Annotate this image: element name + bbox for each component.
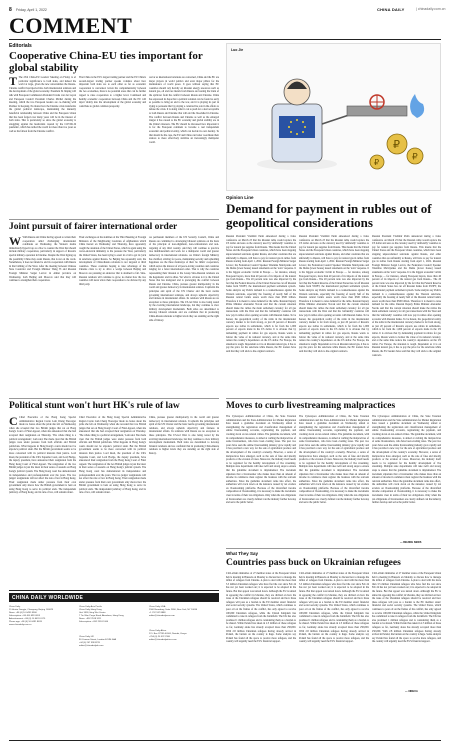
- mid-col1: [226, 415, 296, 545]
- oped-col3: [372, 235, 441, 395]
- column2-headline: Political stunt won't hurt HK's rule of law: [9, 401, 180, 411]
- footer-banner: [9, 593, 219, 602]
- svg-text:₽: ₽: [374, 158, 380, 167]
- cartoon-drawing: [227, 44, 441, 191]
- oped-headline: Demand for payment in rubles out of geopolitical considerations: [226, 201, 432, 230]
- section-title: COMMENT: [9, 13, 133, 38]
- page-number: 8: [9, 7, 12, 13]
- mid-text-cont: The Cyberspace Administration of China, the State Taxation Administration and the State Administration for Market Regulation have issued a guideline document on Wednesday aimed at strengthening the registration and classification management of online livestreaming accounts, regularizing the payment, and cracking down on tax-related crimes. The guideline document, with its comprehensive measures, is aimed at curbing the malpractices of some livestreamers, who have been evading taxes. The past two years have seen the online livestreaming industry grow rapidly and it has provided a new way for the sale of agricultural produce and the development of the country's economy. However, a series of malpractices have emerged, such as the sale of fake and shoddy products or the evasion of taxes. Moreover, the industry itself needs to be regulated for the healthy development of live streaming. Multiple state departments will take swift and strong steps to ensure that the guideline document is implemented. The document stipulates that a livestreamer who makes more than an amount of income in commerce must register the business with the relevant authorities. Since the guideline document came into effect, the authorities will crack down on the nuisance caused by tax evaders on livestreaming platforms. Because of the diversified income composition of livestreaming, it is necessary to make the documents clear in terms of their tax obligations. Only when the tax obligations of livestreamers are clearly defined can the industry further develop and serve the public better.: [299, 415, 369, 505]
- editorial1-text-b: That China is the EU's largest trading partner and the EU China's second-largest trading partner speaks volumes about how important both sides are to each other as far as economic cooperation is concerned. Given the complementarity between the two economies, there is no potential areas that can be further tapped to raise cooperation to a higher level. Continued and healthy economic cooperation between China and the EU will inject vitality into the development of the global economy and contribute to global common prosperity.: [79, 76, 146, 108]
- wts-text: Civil-affairs ministries of 27 member states of the European Union held a meeting in Brussels on Monday to discuss how to manage the influx of refugees from Ukraine. A plan to deal with the more than 3.5 million Ukrainian refugees who have fled the war since Feb 24 has not yet been worked out; it is expected to be adopted in the future. But that appeal was turned down. Although the EU is united in opposing the conflict in Ukraine, they are divided on how the issue of the Ukrainian refugees should be resolved and how these refugees will pass as a burden to the EU member states' financial and social security systems. The United States, which continues to pour oil on the flames of the conflict, has only agreed to receive 100,000 Ukrainian refugees, while the United Kingdom has committed to take in refugees from the battlefield. The UK has also promised 1 million refugees and is considering them as a burden to be shared. While Poland has taken in 2.3 million of these refugees so far, Germany alone has already accepted more than 250,000. With 2.8 million Ukrainian refugees having already arrived in Poland, the burden on the country is huge. Some analysts say Poland has found all the space to receive more refugees, and the country will urgently need the EU's financial support.: [226, 572, 296, 644]
- wts-col3: [372, 572, 441, 690]
- wts-text-cont: Civil-affairs ministries of 27 member states of the European Union held a meeting in Brussels on Monday to discuss how to manage the influx of refugees from Ukraine. A plan to deal with the more than 3.5 million Ukrainian refugees who have fled the war since Feb 24 has not yet been worked out; it is expected to be adopted in the future. But that appeal was turned down. Although the EU is united in opposing the conflict in Ukraine, they are divided on how the issue of the Ukrainian refugees should be resolved and how these refugees will pass as a burden to the EU member states' financial and social security systems. The United States, which continues to pour oil on the flames of the conflict, has only agreed to receive 100,000 Ukrainian refugees, while the United Kingdom has committed to take in refugees from the battlefield. The UK has also promised 1 million refugees and is considering them as a burden to be shared. While Poland has taken in 2.3 million of these refugees so far, Germany alone has already accepted more than 250,000. With 2.8 million Ukrainian refugees having already arrived in Poland, the burden on the country is huge. Some analysts say Poland has found all the space to receive more refugees, and the country will urgently need the EU's financial support.: [299, 572, 369, 644]
- mid-col3: [372, 415, 441, 541]
- editorial2-headline: Joint pursuit of fairer international order: [9, 222, 178, 232]
- dropcap: T: [9, 76, 18, 88]
- cartoonist-name: Luo Jie: [231, 48, 244, 52]
- editorial2-col2: [79, 236, 146, 396]
- footer-brand: CHINA DAILY WORLDWIDE: [12, 594, 84, 601]
- paper-url: | chinadaily.com.cn: [416, 7, 446, 11]
- divider: [226, 548, 441, 549]
- oped-text: Russian President Vladimir Putin announced during a video conference on March 23 that the Russian ruble would replace the US dollar and euro as the currency used by 'unfriendly' countries to pay for natural gas supplies from Russia. This means that the United States and the European Union countries, which have been slapping unprecedented sanctions against Russia, and other countries that are unfriendly to Russia, will have to pay for natural gas in rubles from Russia starting from April 1, 2022. Russian Foreign Minister Sergei Lavrov, the Federation Council Speaker Valentina Matviyenko and the Duma (lower house) issued statements on the 'toxic' response. It is the biggest economic victim in Europe — for instance, among European buyers, more than 40 percent of its imports of the natural gas from Russia... The 20 percent ratio was also impacted by the fact that the Federal Reserve of the United States has cut off Russian banks from SWIFT, the international payment settlement system. Some analysts say Putin's demand is a countermeasure against the Western sanctions, especially the freezing of nearly half of the Russian central bank's assets worth more than $300 billion. Therefore it is meant to raise demand for the ruble. Russian Deputy Prime Minister Alexander Novak said that the current situation should make the rubles the main settlement currency for all gas transactions with the West and that the 'unfriendly' countries will now pay in rubles after opening accounts with Russian banks. To be honest, the geopolitical reality of the ruble in the international currency market is far from strong, as just 20 percent of Russia's exports use rubles in settlements, which is far from the 1,000 percent of exports made in the US dollar. It is obvious that by demanding payment in rubles for gas exports, Russia wants to bolster the value of its national currency, and at the same time reduce the country's dependence on the US dollar. For Europe, the situation is tough. Dependent as it is on Russian natural gas, it has to pay the price for the sanctions while Russia, the EU leaders have said that they will stick to the original contracts.: [226, 235, 296, 353]
- divider: [9, 398, 219, 399]
- issue-date: Friday, April 1, 2022: [16, 7, 47, 12]
- editorial2-text-d: As permanent members of the UN Security Council, China and Russia are committed to developing bilateral relations on the basis of the principle of non-alignment, non-confrontation and non-targeting of any third country. And they will continue to practice true multilateralism and work for a multipolar world and greater democracy in international relations. As China's foreign Ministry has clarified, striving for peace, maintaining security and upholding happiness are the three mainstays of their 'no limits' cooperation, which serves the interest of all peace-loving countries and countries longing for a fairer international order. That is why the countries representing their mission at the Group Sino-Russian relations are the hegemonic and its allies. Yet what is obvious is it is the United States that has instigated and is prolonging the conflict between Russia and Ukraine.: [149, 236, 219, 286]
- footer-office-2: China Daily Asia Pacific China Daily Hong Kong Unit 1818, Hing Wai Centre 7 Tin Wan Praya Road, Aberdeen, Hong Kong News: +852 2518 5111 Subscription: +852 2518 5100: [79, 606, 124, 623]
- editorial1-headline: Cooperative China-EU ties important for global stability: [9, 50, 203, 74]
- editorial2-col3: [149, 236, 219, 396]
- mid-byline: — BEIJING NEWS: [400, 541, 422, 544]
- editorial2-text-a: With Russia and China having agreed to widen their cooperation amid challenging international conditions on Wednesday, the Western media immediately hyped it up as a bloc to counter the West that should include military cooperation, particularly in support of Russia's special military operation in Ukraine. Despite the West hyping up the possibility China may assist Russia, that is not on the cards. Nonetheless, it does not intend to end its cooperation with Russia in that bidding of the West. After the meeting between Chinese State Councilor and Foreign Minister Wang Yi and Russian Foreign Minister Sergei Lavrov in Anhui province on Wednesday, both Beijing and Moscow said that they will continue to strengthen their cooperation.: [9, 236, 76, 283]
- editorial2-text-e: China, pursues greater multipolarity in the world and greater democracy in international relation. It upholds the principles and spirit of the UN Charter and the basic norms governing international relations, and always upholds objectivity and fairness in international affairs. Its relations with Russia are no exception to these principles. The US-led West is also being tested by the evolving international landscape, but they continue to view military development momentum. Both sides are determined to develop bilateral relations and are confident that in promoting China-Russia relations to higher levels they are standing on the right side of history.: [149, 282, 219, 322]
- mid-text: The Cyberspace Administration of China, the State Taxation Administration and the State Administration for Market Regulation have issued a guideline document on Wednesday aimed at strengthening the registration and classification management of online livestreaming accounts, regularizing the payment, and cracking down on tax-related crimes. The guideline document, with its comprehensive measures, is aimed at curbing the malpractices of some livestreamers, who have been evading taxes. The past two years have seen the online livestreaming industry grow rapidly and it has provided a new way for the sale of agricultural produce and the development of the country's economy. However, a series of malpractices have emerged, such as the sale of fake and shoddy products or the evasion of taxes. Moreover, the industry itself needs to be regulated for the healthy development of live streaming. Multiple state departments will take swift and strong steps to ensure that the guideline document is implemented. The document stipulates that a livestreamer who makes more than an amount of income in commerce must register the business with the relevant authorities. Since the guideline document came into effect, the authorities will crack down on the nuisance caused by tax evaders on livestreaming platforms. Because of the diversified income composition of livestreaming, it is necessary to make the documents clear in terms of their tax obligations. Only when the tax obligations of livestreamers are clearly defined can the industry further develop and serve the public better.: [226, 415, 296, 505]
- dropcap: C: [9, 416, 18, 428]
- editorial2-col1: [9, 236, 76, 396]
- editorial2-text-b: Their exchanges on the sidelines of the Third Meeting of Foreign Ministers of the Neighboring Countries of Afghanistan which China hosted on Wednesday and Thursday, have apparently caught the attention of the United States, which is again using the carrot-and-stick immunity to the pressure the West, particularly the United States, has been trying to exert in a bid to get its 'pick in sanctions against Russia.: [79, 236, 146, 261]
- wts-col1: [226, 572, 296, 694]
- divider: [9, 219, 219, 220]
- dropcap: W: [9, 236, 21, 248]
- footer-office-4: China Daily UK 90 Cannon Street, London EC4N 6HA +44 (0) 207 398 8270 editor@chinadailyuk.com: [79, 636, 116, 647]
- editorial2-text-c: So Beijing has repeatedly said, the development of China-Russia relations is not targeted at third countries. Those countries hoping to take advantage of the Ukraine crisis to try to drive a wedge between Beijing and Moscow are pursuing an endeavor that is destined to fail. Sino-Russian relations will continue to grow, no matter how the two countries will never allow their cooperation to be dictated by any third party.: [79, 257, 146, 286]
- oped-col2: [299, 235, 369, 395]
- column2-text-cont: Chief Executive of the Hong Kong Special Administrative Region Carrie Lam Cheng Yuet-ngor made no bones about the pride she felt on Wednesday when she revealed that two British judges that sat on Hong Kong's Court of Final Appeal, when she announced that she had accepted their resignation on Thursday. 'The whole thing is a political arrangement,' Lam said. She made clear that the British judges were under pressure from both officials and British politicians. What happens in Hong Kong's courts should not be anyone's political stunt. But the British government seems to be more concerned with its political interests than justice. Lord Reed, the president of the UK's Supreme Court, and Lord Hodge, the deputy president, have announced their resignation from the Hong Kong Court of Final Appeal. The resignation of the two British judges is just the latest in their series of assaults on Hong Kong's judicial system. The Hong Kong court has demonstrated its independence and professionalism over the years. The two judges' resignations will not affect the rule of law in Hong Kong. Their resignation made under pressure from their own government only shows how the British government is bent on using Hong Kong to serve its political ends. The independent judiciary of Hong Kong, and its rule of law, will remain robust.: [79, 416, 146, 495]
- masthead-rule: [9, 39, 441, 40]
- mid-text-cont2: The Cyberspace Administration of China, the State Taxation Administration and the State Administration for Market Regulation have issued a guideline document on Wednesday aimed at strengthening the registration and classification management of online livestreaming accounts, regularizing the payment, and cracking down on tax-related crimes. The guideline document, with its comprehensive measures, is aimed at curbing the malpractices of some livestreamers, who have been evading taxes. The past two years have seen the online livestreaming industry grow rapidly and it has provided a new way for the sale of agricultural produce and the development of the country's economy. However, a series of malpractices have emerged, such as the sale of fake and shoddy products or the evasion of taxes. Moreover, the industry itself needs to be regulated for the healthy development of live streaming. Multiple state departments will take swift and strong steps to ensure that the guideline document is implemented. The document stipulates that a livestreamer who makes more than an amount of income in commerce must register the business with the relevant authorities. Since the guideline document came into effect, the authorities will crack down on the nuisance caused by tax evaders on livestreaming platforms. Because of the diversified income composition of livestreaming, it is necessary to make the documents clear in terms of their tax obligations. Only when the tax obligations of livestreamers are clearly defined can the industry further develop and serve the public better.: [372, 415, 441, 505]
- column2-text-cont2: China, pursues greater multipolarity in the world and greater democracy in international relation. It upholds the principles and spirit of the UN Charter and the basic norms governing international relations, and always upholds objectivity and fairness in international affairs. Its relations with Russia are no exception to these principles. The US-led West is also being tested by the evolving international landscape, but they continue to view military development momentum. Both sides are determined to develop bilateral relations and are confident that in promoting China-Russia relations to higher levels they are standing on the right side of history.: [149, 416, 219, 455]
- oped-col1: [226, 235, 296, 395]
- column2-col2: [79, 416, 146, 586]
- paper-name: CHINA DAILY: [377, 7, 405, 12]
- mid-headline: Moves to curb livestreaming malpractices: [226, 401, 396, 411]
- divider: [226, 398, 441, 399]
- editorial1-col1: [9, 76, 76, 216]
- wts-col2: [299, 572, 369, 694]
- wts-headline: Countries pass buck on Ukrainian refugees: [226, 558, 401, 568]
- opinion-line-label: Opinion Line: [226, 195, 254, 200]
- editorial1-col3: [149, 76, 219, 216]
- svg-text:₽: ₽: [412, 152, 418, 163]
- what-they-say-label: What They Say: [226, 551, 259, 556]
- editorial1-text-c: As far as international relations are concerned, China and the EU are major players in world politics and even major pillars for the maintenance of world peace. It goes without saying that EU countries should rely heavily on Russian energy resources such as natural gas, oil and rare metals from Russia are bearing the brunt of the spillover from the conflict between Russia and Ukraine. China has expressed its hope that a political solution can be found as early as possible to bring an end to the war, and it is playing its part in trying to persuade that by playing a constructive role in the efforts to defuse the crisis. It is doing what it can to push for a deal acceptable to both Russia and Ukraine that will end the bloodshed in Ukraine. The conflict between Russia and Ukraine as well as the enlarged danger it has caused to the EU economy and global stability are in the China's interests. The EU should be discussed how important it is for the European continent to become a real independent economic and political entity, which can decide its own destiny. To that should be the case, the EU and China can better coordinate their stances to more effectively stabilize an increasingly multipolar world.: [149, 76, 219, 144]
- oped-text-cont2: Russian President Vladimir Putin announced during a video conference on March 23 that the Russian ruble would replace the US dollar and euro as the currency used by 'unfriendly' countries to pay for natural gas supplies from Russia. This means that the United States and the European Union countries, which have been slapping unprecedented sanctions against Russia, and other countries that are unfriendly to Russia, will have to pay for natural gas in rubles from Russia starting from April 1, 2022. Russian Foreign Minister Sergei Lavrov, the Federation Council Speaker Valentina Matviyenko and the Duma (lower house) issued statements on the 'toxic' response. It is the biggest economic victim in Europe — for instance, among European buyers, more than 40 percent of its imports of the natural gas from Russia... The 20 percent ratio was also impacted by the fact that the Federal Reserve of the United States has cut off Russian banks from SWIFT, the international payment settlement system. Some analysts say Putin's demand is a countermeasure against the Western sanctions, especially the freezing of nearly half of the Russian central bank's assets worth more than $300 billion. Therefore it is meant to raise demand for the ruble. Russian Deputy Prime Minister Alexander Novak said that the current situation should make the rubles the main settlement currency for all gas transactions with the West and that the 'unfriendly' countries will now pay in rubles after opening accounts with Russian banks. To be honest, the geopolitical reality of the ruble in the international currency market is far from strong, as just 20 percent of Russia's exports use rubles in settlements, which is far from the 1,000 percent of exports made in the US dollar. It is obvious that by demanding payment in rubles for gas exports, Russia wants to bolster the value of its national currency, and at the same time reduce the country's dependence on the US dollar. For Europe, the situation is tough. Dependent as it is on Russian natural gas, it has to pay the price for the sanctions while Russia, the EU leaders have said that they will stick to the original contracts.: [372, 235, 441, 357]
- footer-office-1: China Daily 15 Huixin Dongjie, Chaoyang, Beijing 100029 News: +86 (0) 10 6491 8366 Subscription: +86 400 699 0203 Advertisement: +86 (0) 10 6491 0175 Phone app: +86 (0) 10 6491 8633 www.chinadaily.com.cn: [9, 606, 54, 626]
- column2-text: Chief Executive of the Hong Kong Special Administrative Region Carrie Lam Cheng Yuet-ngor made no bones about the pride she felt on Wednesday when she revealed that two British judges that sat on Hong Kong's Court of Final Appeal, when she announced that she had accepted their resignation on Thursday. 'The whole thing is a political arrangement,' Lam said. She made clear that the British judges were under pressure from both officials and British politicians. What happens in Hong Kong's courts should not be anyone's political stunt. But the British government seems to be more concerned with its political interests than justice. Lord Reed, the president of the UK's Supreme Court, and Lord Hodge, the deputy president, have announced their resignation from the Hong Kong Court of Final Appeal. The resignation of the two British judges is just the latest in their series of assaults on Hong Kong's judicial system. The Hong Kong court has demonstrated its independence and professionalism over the years. The two judges' resignations will not affect the rule of law in Hong Kong. Their resignation made under pressure from their own government only shows how the British government is bent on using Hong Kong to serve its political ends. The independent judiciary of Hong Kong, and its rule of law, will remain robust.: [9, 416, 76, 495]
- page-bottom-rule: [9, 740, 441, 741]
- oped-text-cont: Russian President Vladimir Putin announced during a video conference on March 23 that the Russian ruble would replace the US dollar and euro as the currency used by 'unfriendly' countries to pay for natural gas supplies from Russia. This means that the United States and the European Union countries, which have been slapping unprecedented sanctions against Russia, and other countries that are unfriendly to Russia, will have to pay for natural gas in rubles from Russia starting from April 1, 2022. Russian Foreign Minister Sergei Lavrov, the Federation Council Speaker Valentina Matviyenko and the Duma (lower house) issued statements on the 'toxic' response. It is the biggest economic victim in Europe — for instance, among European buyers, more than 40 percent of its imports of the natural gas from Russia... The 20 percent ratio was also impacted by the fact that the Federal Reserve of the United States has cut off Russian banks from SWIFT, the international payment settlement system. Some analysts say Putin's demand is a countermeasure against the Western sanctions, especially the freezing of nearly half of the Russian central bank's assets worth more than $300 billion. Therefore it is meant to raise demand for the ruble. Russian Deputy Prime Minister Alexander Novak said that the current situation should make the rubles the main settlement currency for all gas transactions with the West and that the 'unfriendly' countries will now pay in rubles after opening accounts with Russian banks. To be honest, the geopolitical reality of the ruble in the international currency market is far from strong, as just 20 percent of Russia's exports use rubles in settlements, which is far from the 1,000 percent of exports made in the US dollar. It is obvious that by demanding payment in rubles for gas exports, Russia wants to bolster the value of its national currency, and at the same time reduce the country's dependence on the US dollar. For Europe, the situation is tough. Dependent as it is on Russian natural gas, it has to pay the price for the sanctions while Russia, the EU leaders have said that they will stick to the original contracts.: [299, 235, 369, 353]
- editorial1-text-a: The 23rd China-EU Leaders' Meeting on Friday is of particular significance to both sides, and indeed the world at large, given the new uncertainties the Russia-Ukraine conflict has injected into both international relations and the development of the global economy. President Xi Jinping will talk with European Commission President Ursula von der Leyen and European Council President Charles Michel during the meeting, which the two European leaders are co-chairing with Premier Li Keqiang. No matter how the Ukraine crisis transforms the global political landscape, maintaining the mutually beneficial relationship between China and the European Union that has been forged over many years will be in the interest of both sides. That is particularly so since the global economy is struggling against the headwinds created by the COVID-19 pandemic, which has rattled the world for more than two years as well as the fallout from the Ukraine conflict.: [9, 76, 76, 133]
- cartoon-illustration: [226, 43, 441, 191]
- column2-col1: [9, 416, 76, 586]
- wts-byline: — XINHUA: [405, 690, 418, 693]
- column2-col3: [149, 416, 219, 586]
- wts-text-cont2: Civil-affairs ministries of 27 member states of the European Union held a meeting in Brussels on Monday to discuss how to manage the influx of refugees from Ukraine. A plan to deal with the more than 3.5 million Ukrainian refugees who have fled the war since Feb 24 has not yet been worked out; it is expected to be adopted in the future. But that appeal was turned down. Although the EU is united in opposing the conflict in Ukraine, they are divided on how the issue of the Ukrainian refugees should be resolved and how these refugees will pass as a burden to the EU member states' financial and social security systems. The United States, which continues to pour oil on the flames of the conflict, has only agreed to receive 100,000 Ukrainian refugees, while the United Kingdom has committed to take in refugees from the battlefield. The UK has also promised 1 million refugees and is considering them as a burden to be shared. While Poland has taken in 2.3 million of these refugees so far, Germany alone has already accepted more than 250,000. With 2.8 million Ukrainian refugees having already arrived in Poland, the burden on the country is huge. Some analysts say Poland has found all the space to receive more refugees, and the country will urgently need the EU's financial support.: [372, 572, 441, 644]
- footer-rule: [9, 590, 219, 591]
- editorials-label: Editorials: [9, 43, 32, 49]
- editorial1-col2: [79, 76, 146, 216]
- mid-col2: [299, 415, 369, 545]
- footer-office-5: China Daily Africa P.O. Box 27281-00100, Nairobi, Kenya +254 (0) 20 522 2180 editor@chinadailyafrica.com: [149, 630, 187, 641]
- footer-office-3: China Daily USA 1500 Broadway, Suite 2800, New York, NY 10036 +1 212 537 8888 editor@chinadailyusa.com: [149, 606, 198, 617]
- svg-text:₽: ₽: [393, 138, 400, 151]
